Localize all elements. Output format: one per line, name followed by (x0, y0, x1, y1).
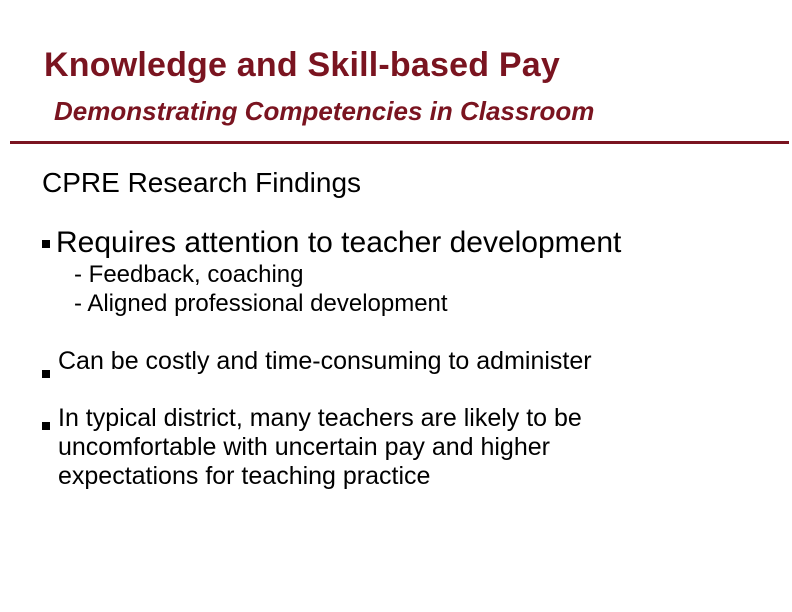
sub-bullet-text: - Aligned professional development (74, 290, 448, 317)
slide-subtitle: Demonstrating Competencies in Classroom (54, 96, 595, 126)
title-divider (10, 141, 789, 144)
square-bullet-icon (42, 240, 50, 248)
section-heading: CPRE Research Findings (42, 167, 362, 198)
square-bullet-icon (42, 370, 50, 378)
bullet-text (58, 404, 698, 491)
bullet-text-line: uncomfortable with uncertain pay and higher (58, 433, 550, 461)
bullet-text-line: expectations for teaching practice (58, 462, 431, 490)
bullet-text: Can be costly and time-consuming to administer (58, 347, 592, 375)
square-bullet-icon (42, 422, 50, 430)
bullet-text: Requires attention to teacher development (56, 226, 622, 259)
bullet-text-line: In typical district, many teachers are likely to be (58, 404, 582, 432)
sub-bullet-text: - Feedback, coaching (74, 261, 304, 288)
slide-title: Knowledge and Skill-based Pay (44, 46, 560, 84)
